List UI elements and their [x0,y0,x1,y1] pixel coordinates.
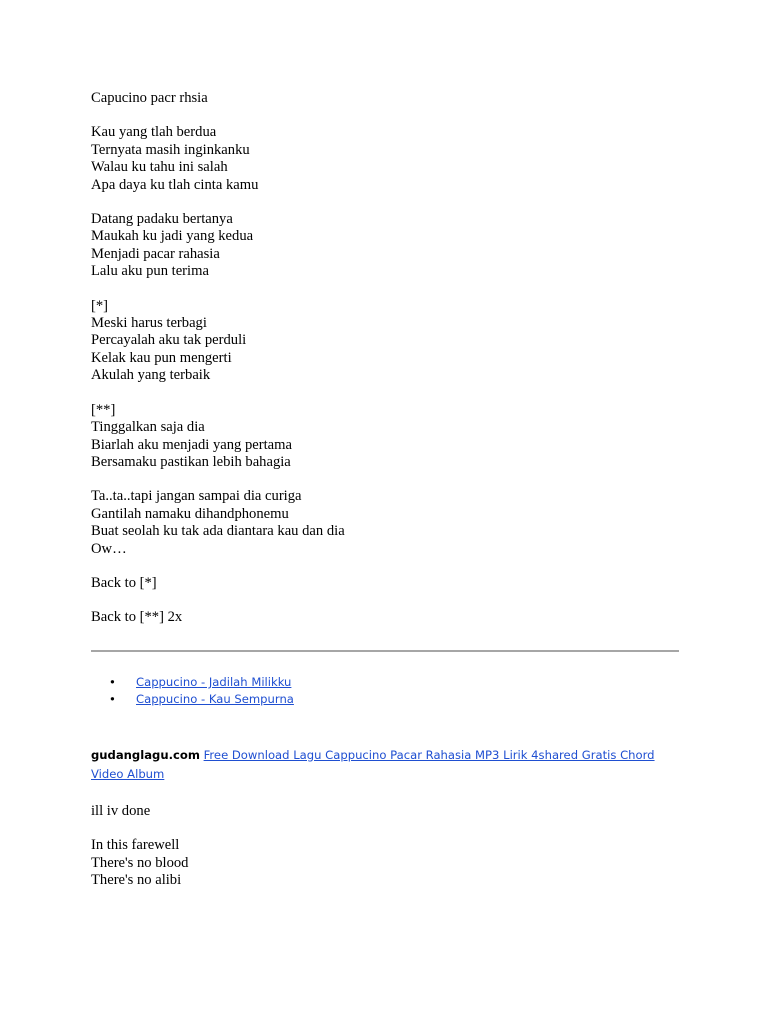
lyric-line: Kelak kau pun mengerti [91,349,232,366]
lyric-line: Back to [*] [91,574,157,591]
song-title: Capucino pacr rhsia [91,90,208,106]
list-item [109,674,691,692]
lyrics-verse [91,575,691,592]
lyric-line: Tinggalkan saja dia [91,419,205,436]
lyric-line: Apa daya ku tlah cinta kamu [91,176,259,193]
horizontal-divider [91,650,679,652]
bullet-icon: • [109,692,116,707]
lyric-line: Percayalah aku tak perduli [91,332,247,349]
lyric-line: Ternyata masih inginkanku [91,141,250,158]
lyric-line: Akulah yang terbaik [91,367,211,384]
lyric-line: There's no alibi [91,871,182,888]
lyric-line: Lalu aku pun terima [91,263,209,280]
source-credit [91,746,671,784]
lyric-line: [**] [91,401,116,418]
related-song-link[interactable]: Cappucino - Jadilah Milikku [136,674,292,689]
next-song [91,803,691,890]
lyric-line: Walau ku tahu ini salah [91,159,228,176]
lyric-line: Biarlah aku menjadi yang pertama [91,436,292,453]
related-songs-list [91,674,691,709]
next-song-title-block [91,803,691,820]
bullet-icon: • [109,674,116,689]
lyrics-verse [91,609,691,626]
lyric-line: Menjadi pacar rahasia [91,245,220,262]
lyric-line: Ta..ta..tapi jangan sampai dia curiga [91,488,302,505]
list-item [109,691,691,709]
download-link[interactable]: Free Download Lagu Cappucino Pacar Rahasia MP3 Lirik 4shared Gratis Chord Video Album [91,747,655,781]
lyric-line: Buat seolah ku tak ada diantara kau dan dia [91,523,345,540]
lyrics-verse [91,211,691,281]
document-page [91,90,691,906]
lyric-line: [*] [91,297,109,314]
lyric-line: Meski harus terbagi [91,315,207,332]
source-site-name: gudanglagu.com [91,747,200,762]
lyric-line: Back to [**] 2x [91,609,183,626]
lyric-line: Datang padaku bertanya [91,211,233,228]
lyrics-verse [91,488,691,558]
lyric-line: Bersamaku pastikan lebih bahagia [91,453,291,470]
related-song-link[interactable]: Cappucino - Kau Sempurna [136,692,294,707]
lyric-line: There's no blood [91,854,189,871]
lyrics-verse [91,402,691,472]
lyrics-verse [91,837,691,889]
lyric-line: Maukah ku jadi yang kedua [91,228,254,245]
lyric-line: In this farewell [91,837,180,854]
lyrics-verse [91,298,691,385]
next-song-title: ill iv done [91,802,151,819]
lyric-line: Kau yang tlah berdua [91,124,217,141]
lyrics-verse [91,124,691,194]
song-title-block [91,90,691,107]
lyric-line: Gantilah namaku dihandphonemu [91,505,289,522]
lyric-line: Ow… [91,540,127,557]
